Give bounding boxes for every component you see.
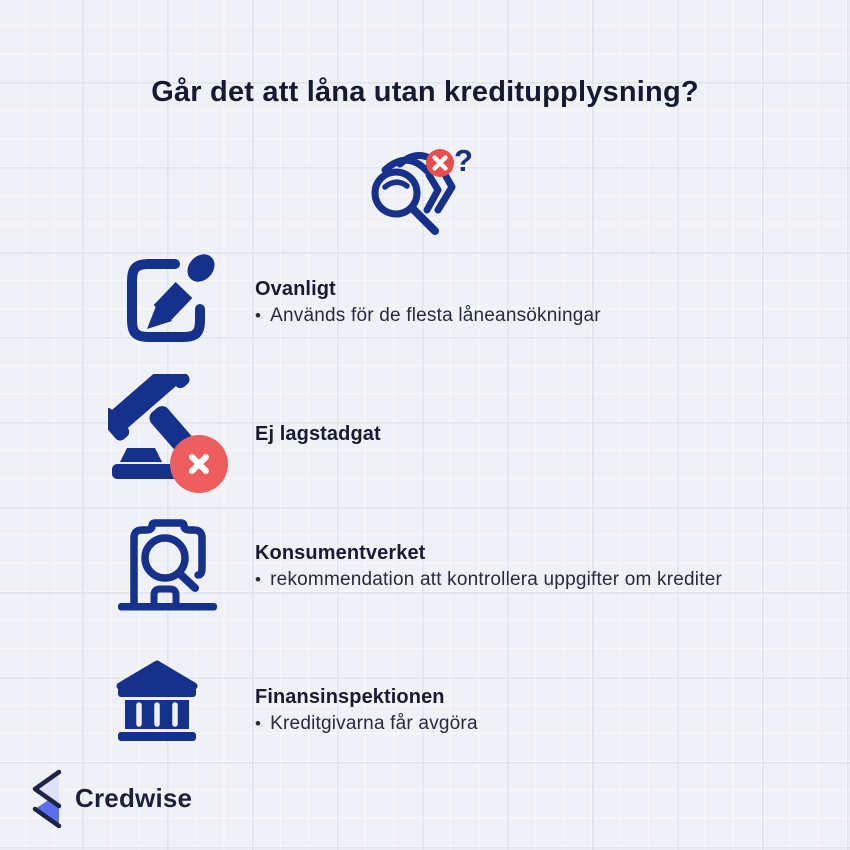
question-mark: ? bbox=[454, 143, 473, 178]
bank-icon bbox=[113, 659, 201, 741]
row-ej-lagstadgat bbox=[255, 423, 381, 446]
row-heading: Ovanligt bbox=[255, 278, 336, 300]
bullet-dot: • bbox=[255, 570, 262, 589]
chevron-logo-icon bbox=[32, 768, 62, 828]
bullet-dot: • bbox=[255, 714, 262, 733]
row-bullet-text: rekommendation att kontrollera uppgifter om krediter bbox=[270, 569, 722, 590]
building-magnifier-icon bbox=[115, 511, 221, 611]
row-heading: Konsumentverket bbox=[255, 542, 426, 564]
brand-name: Credwise bbox=[75, 782, 193, 813]
row-konsumentverket bbox=[255, 542, 722, 591]
x-badge-icon bbox=[426, 149, 454, 177]
brand-logo bbox=[32, 768, 192, 828]
page-title: Går det att låna utan kreditupplysning? bbox=[151, 76, 699, 108]
row-ovanligt bbox=[255, 278, 601, 327]
edit-pen-icon bbox=[119, 252, 215, 348]
row-bullet-line bbox=[255, 305, 601, 327]
row-bullet-line bbox=[255, 569, 722, 591]
row-bullet-text: Kreditgivarna får avgöra bbox=[270, 713, 478, 734]
x-icon bbox=[184, 449, 214, 479]
row-bullet-line bbox=[255, 713, 478, 735]
bullet-dot: • bbox=[255, 306, 262, 325]
x-circle-icon bbox=[170, 435, 228, 493]
row-heading: Finansinspektionen bbox=[255, 686, 445, 708]
row-bullet-text: Används för de flesta låneansökningar bbox=[270, 305, 601, 326]
row-finansinspektionen bbox=[255, 686, 478, 735]
row-heading: Ej lagstadgat bbox=[255, 423, 381, 445]
